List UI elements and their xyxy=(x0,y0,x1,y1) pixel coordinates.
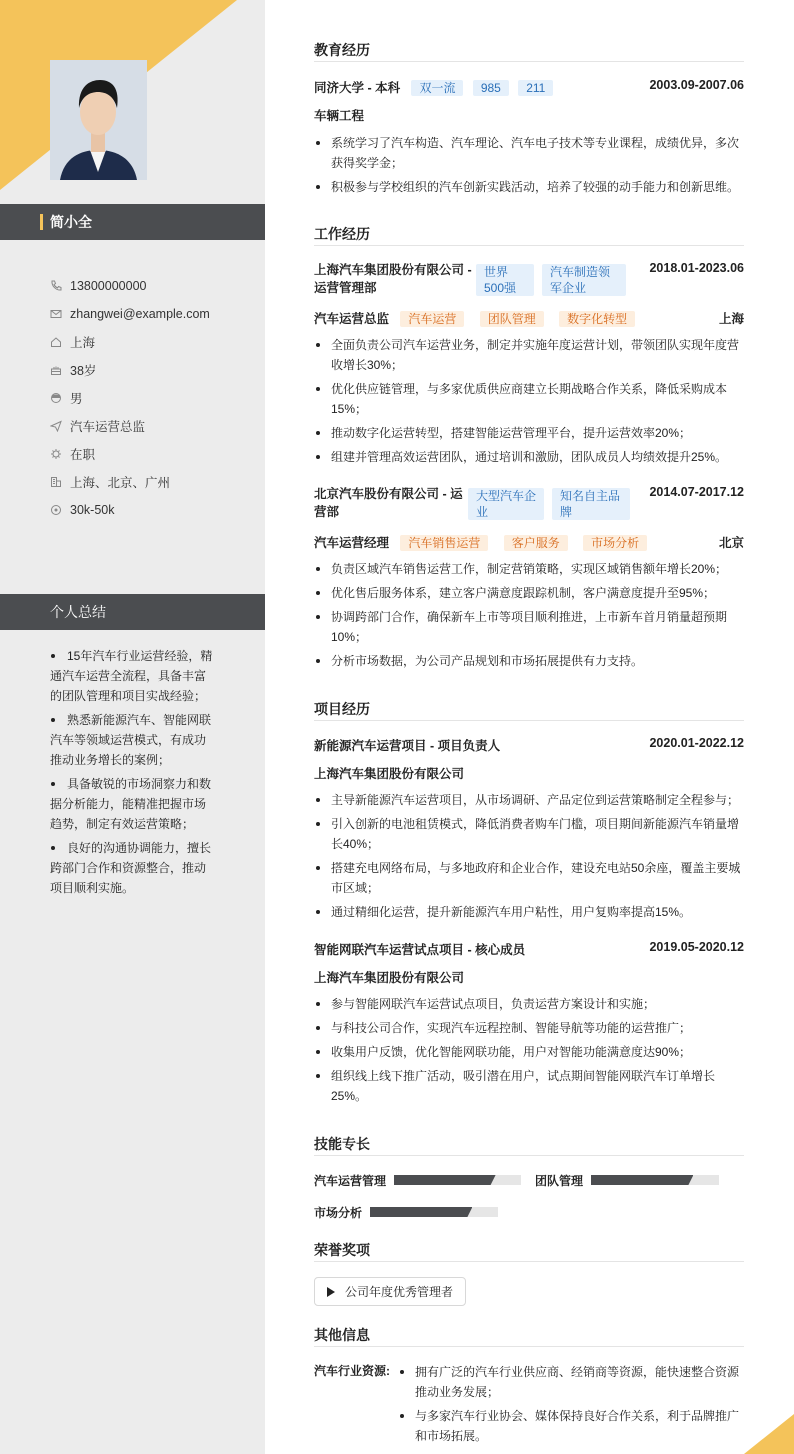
skill-tag: 客户服务 xyxy=(504,535,568,551)
skill-name: 市场分析 xyxy=(314,1206,363,1220)
job-bullets xyxy=(314,559,744,675)
other-title: 其他信息 xyxy=(314,1325,744,1347)
contact-age: 38岁 xyxy=(50,356,250,384)
list-item: 优化供应链管理，与多家优质供应商建立长期战略合作关系，降低采购成本15%； xyxy=(314,379,744,419)
summary-list xyxy=(50,646,215,902)
project-company: 上海汽车集团股份有限公司 xyxy=(314,767,465,781)
summary-title: 个人总结 xyxy=(50,604,106,620)
list-item: 拥有广泛的汽车行业供应商、经销商等资源，能快速整合资源推动业务发展； xyxy=(398,1362,744,1402)
list-item: 参与智能网联汽车运营试点项目，负责运营方案设计和实施； xyxy=(314,994,744,1014)
project-header xyxy=(314,736,744,754)
contact-cities: 上海、北京、广州 xyxy=(50,468,250,496)
projects-title: 项目经历 xyxy=(314,699,744,721)
company-tag: 大型汽车企 业 xyxy=(468,488,544,520)
sidebar xyxy=(0,0,265,1454)
name-bar xyxy=(0,204,265,240)
job-role-row xyxy=(314,309,744,327)
honors-title: 荣誉奖项 xyxy=(314,1240,744,1262)
play-icon xyxy=(327,1287,335,1297)
company-dept: 运营管理部 xyxy=(314,281,377,295)
status-icon xyxy=(50,448,62,460)
job-bullets xyxy=(314,335,744,471)
send-icon xyxy=(50,420,62,432)
summary-item: 15年汽车行业运营经验，精通汽车运营全流程，具备丰富的团队管理和项目实战经验； xyxy=(50,646,215,706)
company-tag: 世界 500强 xyxy=(476,264,534,296)
company-dept: 营部 xyxy=(314,505,340,519)
job-role: 汽车运营总监 xyxy=(314,312,390,326)
skill-name: 团队管理 xyxy=(535,1174,584,1188)
list-item: 全面负责公司汽车运营业务，制定并实施年度运营计划，带领团队实现年度营收增长30%； xyxy=(314,335,744,375)
list-item: 引入创新的电池租赁模式，降低消费者购车门槛，项目期间新能源汽车销量增长40%； xyxy=(314,814,744,854)
list-item: 主导新能源汽车运营项目，从市场调研、产品定位到运营策略制定全程参与； xyxy=(314,790,744,810)
building-icon xyxy=(50,476,62,488)
name-accent xyxy=(40,214,43,230)
job-city: 北京 xyxy=(718,536,744,550)
list-item: 负责区域汽车销售运营工作，制定营销策略，实现区域销售额年增长20%； xyxy=(314,559,744,579)
edu-date: 2003.09-2007.06 xyxy=(649,78,744,92)
skill-tag: 汽车运营 xyxy=(400,311,464,327)
project-date: 2020.01-2022.12 xyxy=(649,736,744,750)
company-name: 上海汽车集团股份有限公司 - xyxy=(314,263,472,277)
avatar xyxy=(50,60,147,180)
job-role: 汽车运营经理 xyxy=(314,536,390,550)
award-badge xyxy=(314,1277,466,1306)
contact-email: zhangwei@example.com xyxy=(50,300,250,328)
list-item: 组建并管理高效运营团队，通过培训和激励，团队成员人均绩效提升25%。 xyxy=(314,447,744,467)
contact-salary: 30k-50k xyxy=(50,496,250,524)
list-item: 协调跨部门合作，确保新车上市等项目顺利推进，上市新车首月销量超预期10%； xyxy=(314,607,744,647)
contact-list xyxy=(50,272,250,524)
skill-tag: 汽车销售运营 xyxy=(400,535,488,551)
gender-icon xyxy=(50,392,62,404)
contact-phone: 13800000000 xyxy=(50,272,250,300)
contact-status: 在职 xyxy=(50,440,250,468)
candidate-name: 简小全 xyxy=(50,214,92,230)
contact-gender: 男 xyxy=(50,384,250,412)
project-header xyxy=(314,940,744,958)
list-item: 收集用户反馈，优化智能网联功能，用户对智能功能满意度达90%； xyxy=(314,1042,744,1062)
job-header xyxy=(314,485,744,525)
education-header xyxy=(314,78,744,96)
summary-item: 良好的沟通协调能力，擅长跨部门合作和资源整合，推动项目顺利实施。 xyxy=(50,838,215,898)
summary-item: 具备敏锐的市场洞察力和数据分析能力，能精准把握市场趋势，制定有效运营策略； xyxy=(50,774,215,834)
job-city: 上海 xyxy=(718,312,744,326)
phone-icon xyxy=(50,280,62,292)
project-company: 上海汽车集团股份有限公司 xyxy=(314,971,465,985)
skill-tag: 数字化转型 xyxy=(559,311,635,327)
project-bullets xyxy=(314,790,744,926)
summary-item: 熟悉新能源汽车、智能网联汽车等领域运营模式，有成功推动业务增长的案例； xyxy=(50,710,215,770)
company-tag: 知名自主品 牌 xyxy=(552,488,630,520)
list-item: 分析市场数据，为公司产品规划和市场拓展提供有力支持。 xyxy=(314,651,744,671)
list-item: 通过精细化运营，提升新能源汽车用户粘性，用户复购率提高15%。 xyxy=(314,902,744,922)
skill-bar xyxy=(370,1207,498,1217)
company-name: 北京汽车股份有限公司 - 运 xyxy=(314,487,463,501)
project-name: 新能源汽车运营项目 - 项目负责人 xyxy=(314,739,501,753)
skill-bar-fill xyxy=(370,1207,472,1217)
summary-header xyxy=(0,594,265,630)
edu-tag: 211 xyxy=(518,80,553,96)
skill-bar-fill xyxy=(394,1175,496,1185)
bottom-corner-decoration xyxy=(744,1414,794,1454)
school-name: 同济大学 - 本科 xyxy=(314,81,401,95)
education-title: 教育经历 xyxy=(314,40,744,62)
skill-tag: 市场分析 xyxy=(583,535,647,551)
edu-tag: 双一流 xyxy=(411,80,463,96)
skills-title: 技能专长 xyxy=(314,1134,744,1156)
skill-bar xyxy=(591,1175,719,1185)
work-title: 工作经历 xyxy=(314,224,744,246)
list-item: 优化售后服务体系，建立客户满意度跟踪机制，客户满意度提升至95%； xyxy=(314,583,744,603)
list-item: 系统学习了汽车构造、汽车理论、汽车电子技术等专业课程，成绩优异，多次获得奖学金； xyxy=(314,133,744,173)
other-label: 汽车行业资源: xyxy=(314,1364,390,1378)
job-header xyxy=(314,261,744,301)
award-text: 公司年度优秀管理者 xyxy=(345,1285,454,1299)
job-role-row xyxy=(314,533,744,551)
contact-position: 汽车运营总监 xyxy=(50,412,250,440)
list-item: 推动数字化运营转型，搭建智能运营管理平台，提升运营效率20%； xyxy=(314,423,744,443)
job-date: 2014.07-2017.12 xyxy=(649,485,744,499)
job-date: 2018.01-2023.06 xyxy=(649,261,744,275)
skill-name: 汽车运营管理 xyxy=(314,1174,387,1188)
other-list xyxy=(398,1362,744,1450)
list-item: 搭建充电网络布局，与多地政府和企业合作，建设充电站50余座，覆盖主要城市区域； xyxy=(314,858,744,898)
home-icon xyxy=(50,336,62,348)
project-bullets xyxy=(314,994,744,1110)
project-date: 2019.05-2020.12 xyxy=(649,940,744,954)
major: 车辆工程 xyxy=(314,109,365,123)
skill-bar xyxy=(394,1175,521,1185)
company-tag: 汽车制造领 军企业 xyxy=(542,264,626,296)
edu-bullets xyxy=(314,133,744,201)
edu-tag: 985 xyxy=(473,80,509,96)
skill-bar-fill xyxy=(591,1175,693,1185)
project-name: 智能网联汽车运营试点项目 - 核心成员 xyxy=(314,943,526,957)
salary-icon xyxy=(50,504,62,516)
email-icon xyxy=(50,308,62,320)
contact-city: 上海 xyxy=(50,328,250,356)
age-icon xyxy=(50,364,62,376)
list-item: 与科技公司合作，实现汽车远程控制、智能导航等功能的运营推广； xyxy=(314,1018,744,1038)
list-item: 与多家汽车行业协会、媒体保持良好合作关系，利于品牌推广和市场拓展。 xyxy=(398,1406,744,1446)
skill-tag: 团队管理 xyxy=(480,311,544,327)
list-item: 积极参与学校组织的汽车创新实践活动，培养了较强的动手能力和创新思维。 xyxy=(314,177,744,197)
list-item: 组织线上线下推广活动，吸引潜在用户，试点期间智能网联汽车订单增长25%。 xyxy=(314,1066,744,1106)
